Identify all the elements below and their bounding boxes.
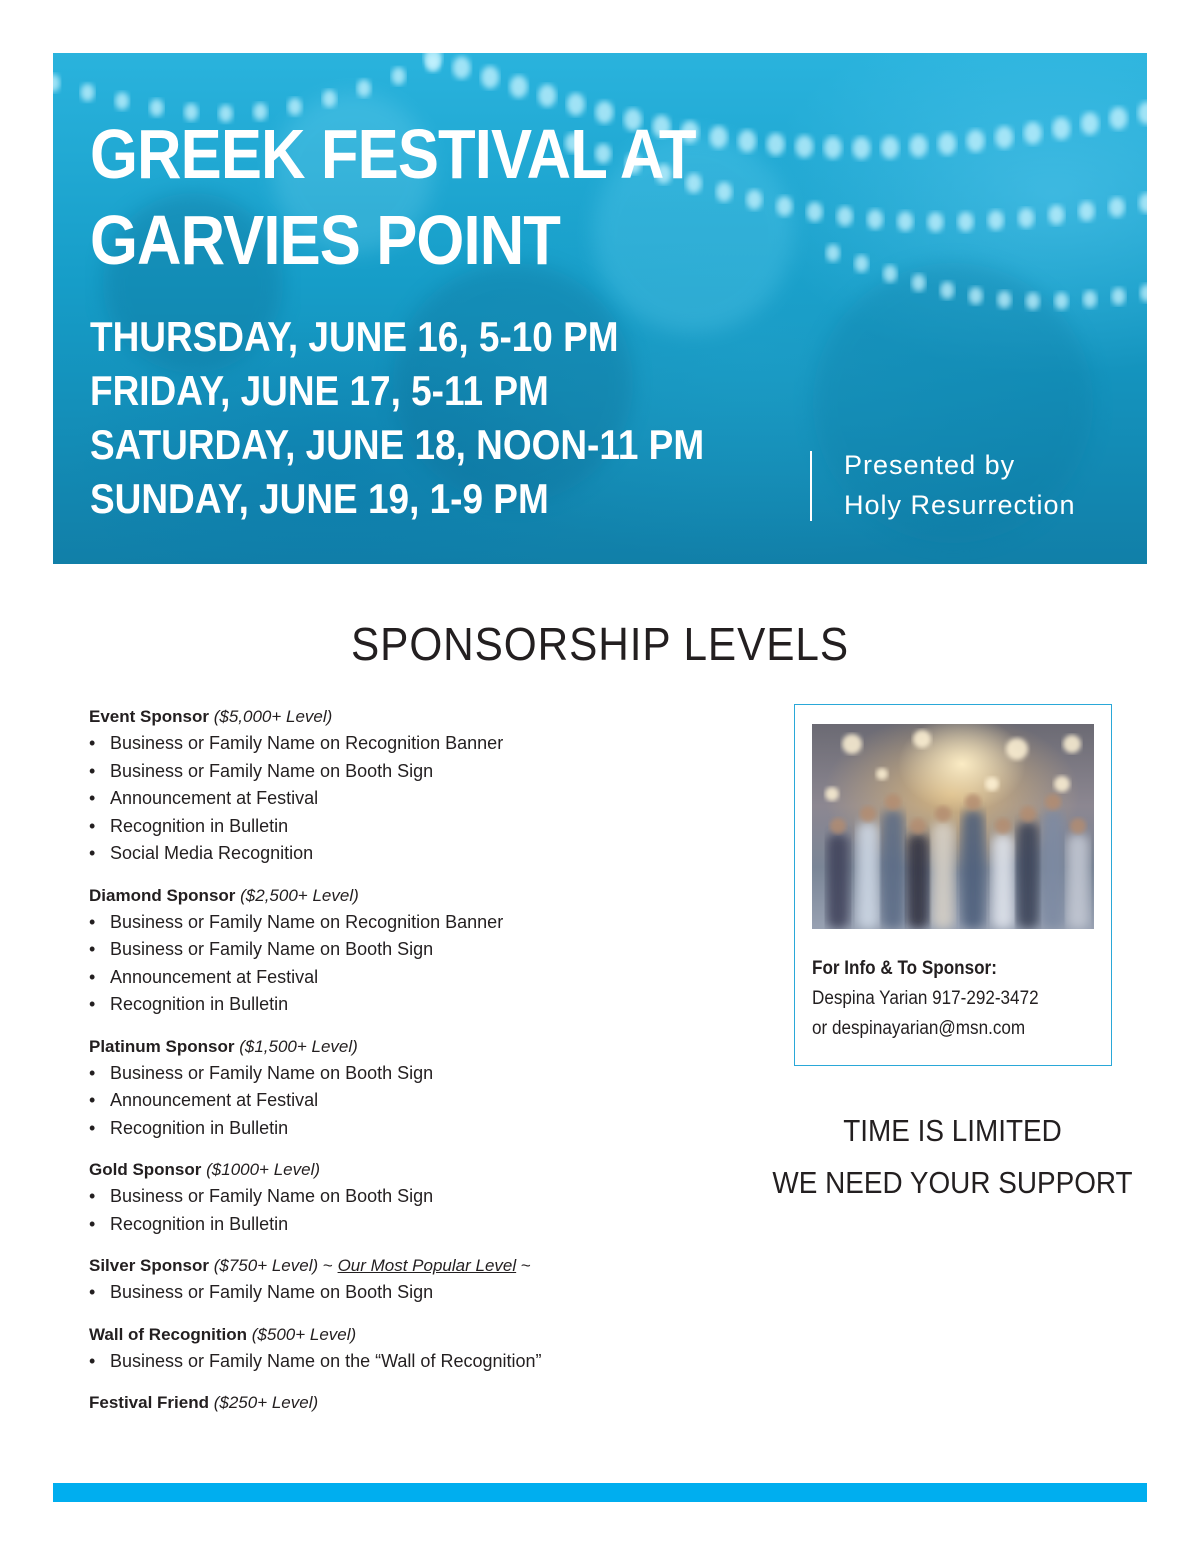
bullet-icon: • [89, 1282, 96, 1302]
bokeh-light [115, 92, 129, 110]
bokeh-light [1024, 122, 1042, 145]
bokeh-light [510, 75, 528, 98]
benefit-list-item [89, 1211, 729, 1239]
bokeh-light [795, 135, 813, 158]
photo-light [985, 777, 999, 791]
photo-figure-head [910, 818, 926, 834]
photo-light [825, 787, 839, 801]
bokeh-light [1048, 205, 1064, 225]
benefit-list-item [89, 991, 729, 1019]
benefit-list-item [89, 1348, 729, 1376]
photo-figure-head [1045, 794, 1061, 810]
bokeh-light [767, 133, 785, 156]
bokeh-light [1109, 197, 1125, 217]
sponsor-level [89, 1321, 729, 1376]
sponsor-level [89, 1033, 729, 1143]
festival-title-line-1: GREEK FESTIVAL AT [90, 115, 696, 193]
sponsor-level-title [89, 882, 729, 909]
benefit-text: Business or Family Name on Recognition Banner [110, 911, 504, 932]
bokeh-light [1052, 117, 1070, 140]
sponsor-level [89, 1156, 729, 1238]
bullet-icon: • [89, 966, 96, 987]
benefit-text: Business or Family Name on Booth Sign [110, 1282, 434, 1302]
bokeh-light [1054, 292, 1068, 310]
festival-title-line-2: GARVIES POINT [90, 201, 561, 279]
sponsor-level [89, 882, 729, 1019]
photo-figure-head [1070, 818, 1086, 834]
photo-figure-head [830, 818, 846, 834]
bullet-icon: • [89, 1117, 96, 1138]
bokeh-light [81, 84, 95, 102]
presented-by [810, 451, 1076, 521]
bokeh-light [824, 136, 842, 159]
festival-date-friday: FRIDAY, JUNE 17, 5-11 PM [90, 367, 549, 414]
benefit-text: Social Media Recognition [110, 843, 314, 863]
photo-figure [1042, 810, 1064, 929]
contact-phone: Despina Yarian 917-292-3472 [812, 988, 1039, 1009]
callout-line-1: TIME IS LIMITED [843, 1113, 1062, 1148]
photo-figure [932, 822, 954, 929]
sponsor-level-name: Gold Sponsor [89, 1160, 202, 1179]
bokeh-light [1079, 201, 1095, 221]
photo-figure-head [995, 818, 1011, 834]
contact-email[interactable]: or despinayarian@msn.com [812, 1018, 1026, 1039]
benefit-list-item [89, 758, 729, 786]
sponsor-level-amount: ($750+ Level) [213, 1256, 319, 1275]
bokeh-light [1026, 292, 1040, 310]
sponsor-level-name: Diamond Sponsor [89, 885, 236, 905]
bokeh-light [426, 54, 440, 72]
bokeh-light [867, 209, 883, 229]
photo-figure [1067, 834, 1089, 929]
benefit-text: Recognition in Bulletin [110, 1213, 289, 1234]
sponsor-level-amount: ($5,000+ Level) [213, 707, 333, 726]
sponsor-level-title [89, 1156, 729, 1183]
bokeh-light [837, 206, 853, 226]
sponsor-level-name: Wall of Recognition [89, 1324, 248, 1344]
photo-figure [992, 834, 1014, 929]
bokeh-light [777, 196, 793, 216]
bokeh-light [997, 291, 1011, 309]
presenter-name: Holy Resurrection [844, 490, 1076, 520]
photo-light [913, 730, 931, 748]
photo-figure [827, 834, 849, 929]
benefit-list-item [89, 730, 729, 758]
bullet-icon: • [89, 1350, 96, 1371]
photo-figure [962, 810, 984, 929]
benefit-list-item [89, 813, 729, 841]
bokeh-light [1018, 208, 1034, 228]
bokeh-light [453, 56, 471, 79]
bokeh-light [995, 126, 1013, 149]
benefit-list-item [89, 909, 729, 937]
benefit-text: Recognition in Bulletin [110, 1117, 289, 1138]
sponsor-level-title [89, 1389, 729, 1416]
benefit-text: Recognition in Bulletin [110, 815, 289, 836]
festival-dates [90, 310, 759, 526]
sponsor-level-name: Event Sponsor [89, 707, 209, 726]
sponsor-level [89, 1389, 729, 1416]
bokeh-light [1112, 288, 1126, 306]
festival-title [90, 111, 759, 283]
bokeh-light [928, 212, 944, 232]
festival-date-thursday: THURSDAY, JUNE 16, 5-10 PM [90, 313, 619, 360]
bokeh-light [883, 265, 897, 283]
bokeh-light [881, 136, 899, 159]
bokeh-light [826, 244, 840, 262]
benefit-text: Business or Family Name on Booth Sign [110, 939, 434, 959]
bokeh-light [988, 210, 1004, 230]
bullet-icon: • [89, 815, 96, 836]
benefit-text: Business or Family Name on Booth Sign [110, 1062, 434, 1083]
bokeh-light [1083, 290, 1097, 308]
presented-by-label: Presented by [844, 450, 1016, 480]
photo-light [1006, 738, 1028, 760]
photo-figure-head [965, 794, 981, 810]
bullet-icon: • [89, 733, 96, 753]
sponsor-level-name: Festival Friend [89, 1393, 209, 1412]
sponsor-level-amount: ($2,500+ Level) [240, 885, 359, 905]
bokeh-light [1139, 193, 1147, 213]
bokeh-light [392, 67, 406, 85]
bokeh-light [1140, 284, 1147, 302]
sponsor-level [89, 1252, 729, 1307]
benefit-list-item [89, 840, 729, 868]
bullet-icon: • [89, 760, 96, 781]
callout-line-2: WE NEED YOUR SUPPORT [772, 1165, 1133, 1200]
sponsor-level-name: Platinum Sponsor [89, 1036, 235, 1056]
benefit-text: Announcement at Festival [110, 966, 319, 987]
hero-banner [53, 53, 1147, 564]
sponsor-level-title [89, 1033, 729, 1060]
festival-crowd-photo [812, 724, 1094, 929]
bokeh-light [1138, 102, 1147, 125]
bokeh-light [897, 211, 913, 231]
sponsor-level-title [89, 703, 729, 730]
photo-light [1063, 735, 1081, 753]
photo-light [842, 734, 862, 754]
sponsor-level-amount: ($1,500+ Level) [239, 1036, 358, 1056]
benefit-list-item [89, 1183, 729, 1211]
photo-light [1054, 776, 1070, 792]
benefit-list-item [89, 1279, 729, 1307]
benefit-list-item [89, 964, 729, 992]
note-tilde-left: ~ [322, 1256, 333, 1275]
bokeh-light [938, 133, 956, 156]
photo-figure [907, 834, 929, 929]
photo-figure-head [885, 794, 901, 810]
most-popular-note: Our Most Popular Level [337, 1256, 517, 1275]
sponsor-level-amount: ($500+ Level) [251, 1324, 357, 1344]
photo-figure-head [935, 806, 951, 822]
bullet-icon: • [89, 1186, 96, 1206]
bokeh-light [481, 66, 499, 89]
photo-figure-head [1020, 806, 1036, 822]
benefit-text: Business or Family Name on Booth Sign [110, 760, 434, 781]
benefit-list-item [89, 1060, 729, 1088]
benefit-list-item [89, 1087, 729, 1115]
photo-figure [882, 810, 904, 929]
bokeh-light [940, 282, 954, 300]
note-tilde-right: ~ [520, 1256, 531, 1275]
benefit-list-item [89, 785, 729, 813]
bokeh-light [958, 212, 974, 232]
blurred-crowd-image [812, 724, 1094, 929]
photo-figure [1017, 822, 1039, 929]
bokeh-light [53, 74, 60, 92]
benefit-list-item [89, 1115, 729, 1143]
bullet-icon: • [89, 1090, 96, 1110]
sponsor-level-name: Silver Sponsor [89, 1256, 209, 1275]
benefit-text: Business or Family Name on Booth Sign [110, 1186, 434, 1206]
bullet-icon: • [89, 788, 96, 808]
bokeh-light [807, 202, 823, 222]
info-label: For Info & To Sponsor: [812, 958, 997, 979]
bullet-icon: • [89, 939, 96, 959]
footer-accent-bar [53, 1483, 1147, 1502]
benefit-text: Announcement at Festival [110, 788, 319, 808]
bokeh-light [969, 287, 983, 305]
bullet-icon: • [89, 843, 96, 863]
bokeh-light [912, 274, 926, 292]
bokeh-light [1109, 107, 1127, 130]
bullet-icon: • [89, 1062, 96, 1083]
support-callout [761, 1105, 1144, 1209]
festival-date-saturday: SATURDAY, JUNE 18, NOON-11 PM [90, 421, 705, 468]
benefit-list-item [89, 936, 729, 964]
bokeh-light [910, 135, 928, 158]
sponsorship-levels-list [89, 703, 729, 1430]
bokeh-light [855, 255, 869, 273]
bokeh-light [1081, 112, 1099, 135]
sponsor-level-amount: ($250+ Level) [213, 1393, 319, 1412]
bokeh-light [322, 90, 336, 108]
sponsor-info-box [794, 704, 1112, 1066]
bullet-icon: • [89, 994, 96, 1014]
sponsorship-levels-heading: SPONSORSHIP LEVELS [351, 618, 849, 670]
benefit-text: Business or Family Name on the “Wall of Recognition” [110, 1350, 542, 1371]
photo-light [876, 768, 888, 780]
sponsor-level-amount: ($1000+ Level) [206, 1160, 321, 1179]
benefit-text: Announcement at Festival [110, 1090, 319, 1110]
festival-date-sunday: SUNDAY, JUNE 19, 1-9 PM [90, 475, 549, 522]
sponsor-level [89, 703, 729, 868]
photo-figure [857, 822, 879, 929]
photo-figure-head [860, 806, 876, 822]
bokeh-light [852, 137, 870, 160]
bullet-icon: • [89, 911, 96, 932]
sponsor-level-title [89, 1321, 729, 1348]
benefit-text: Business or Family Name on Recognition Banner [110, 733, 504, 753]
bokeh-light [357, 80, 371, 98]
benefit-text: Recognition in Bulletin [110, 994, 289, 1014]
bokeh-light [538, 84, 556, 107]
sponsor-level-title [89, 1252, 729, 1279]
bokeh-light [967, 130, 985, 153]
bullet-icon: • [89, 1213, 96, 1234]
